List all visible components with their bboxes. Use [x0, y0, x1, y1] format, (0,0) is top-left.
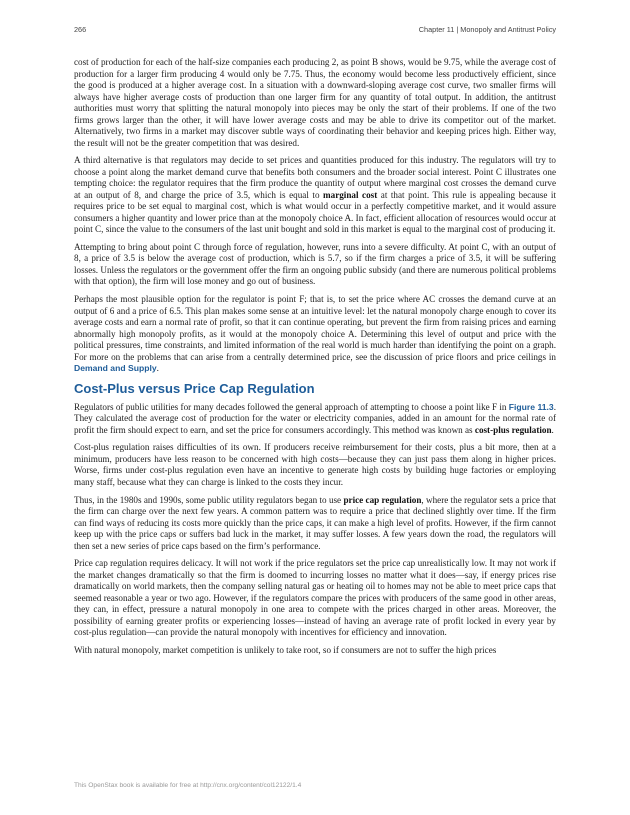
paragraph-5-text-end: .: [551, 424, 554, 435]
paragraph-4: [74, 294, 556, 375]
paragraph-2-text: A third alternative is that regulators may decide to set prices and quantities produced for this industry. The regulators will try to choose a point along the market demand curve that benefits both consumers and the broader social interest. Point C illustrates one tempting choice: the regulator requires that the firm produce the quantity of output where marginal cost crosses the demand curve at an output of 8, and charge the price of 3.5, which is equal to: [74, 155, 556, 200]
paragraph-7-text-end: , where the regulator sets a price that the firm can charge over the next few years. A common pattern was to require a price that declined slightly over time. If the firm can find ways of reducing its costs more quickly than the price caps, it can make a high level of profits. However, if the firm cannot keep up with the price caps or suffers bad luck in the market, it may suffer losses. A few years down the road, the regulators will then set a new series of price caps based on the firm’s performance.: [74, 494, 556, 551]
section-heading: Cost-Plus versus Price Cap Regulation: [74, 380, 315, 396]
figure-11-3-link[interactable]: Figure 11.3: [508, 401, 554, 412]
page-header: [74, 25, 556, 39]
paragraph-9: With natural monopoly, market competition is unlikely to take root, so if consumers are not to suffer the high prices: [74, 645, 497, 655]
paragraph-8: Price cap regulation requires delicacy. It will not work if the price regulators set the price cap unrealistically low. It may not work if the market changes dramatically so that the firm is doomed to incurring losses no matter what it does—say, if energy prices rise dramatically on world markets, then the company selling natural gas or heating oil to homes may not be able to meet price caps that seemed reasonable a year or two ago. However, if the regulators compare the prices with producers of the same good in other areas, they can, in effect, pressure a natural monopoly in one area to compete with the prices charged in other areas. Moreover, the possibility of earning greater profits or experiencing losses—instead of having an average rate of profit locked in every year by cost-plus regulation—can provide the natural monopoly with incentives for efficiency and innovation.: [74, 558, 556, 638]
paragraph-3: Attempting to bring about point C through force of regulation, however, runs into a severe difficulty. At point C, with an output of 8, a price of 3.5 is below the average cost of production, which is 5.7, so if the firm charges a price of 3.5, it will be suffering losses. Unless the regulators or the government offer the firm an ongoing public subsidy (and there are numerous political problems with that option), the firm will lose money and go out of business.: [74, 241, 556, 287]
paragraph-1: cost of production for each of the half-size companies each producing 2, as point B shows, would be 9.75, while the average cost of production for a larger firm producing 4 would only be 7.75. Thus, the economy would become less productively efficient, since the good is produced at a higher average cost. In a situation with a downward-sloping average cost curve, two smaller firms will always have higher average costs of production than one larger firm for any quantity of total output. In addition, the antitrust authorities must worry that splitting the natural monopoly into pieces may be only the start of their problems. If one of the two firms grows larger than the other, it will have lower average costs and may be able to drive its competitor out of the market. Alternatively, two firms in a market may discover subtle ways of coordinating their behavior and keeping prices high. Either way, the result will not be the greater competition that was desired.: [74, 57, 556, 148]
key-term-marginal-cost: marginal cost: [323, 189, 378, 200]
page-number: 266: [74, 25, 87, 34]
main-content: [74, 57, 556, 663]
paragraph-2: [74, 155, 556, 236]
paragraph-4-text-end: .: [156, 363, 159, 374]
chapter-title: Chapter 11 | Monopoly and Antitrust Policy: [418, 25, 556, 34]
demand-and-supply-link[interactable]: Demand and Supply: [74, 363, 157, 374]
key-term-price-cap-regulation: price cap regulation: [343, 494, 422, 505]
key-term-cost-plus-regulation: cost-plus regulation: [474, 424, 552, 435]
paragraph-7-text: Thus, in the 1980s and 1990s, some public utility regulators began to use: [74, 494, 344, 505]
paragraph-2-text-end: at that point. This rule is appealing because it requires price to be set equal to marginal cost, which is what would occur in a perfectly competitive market, and it would assure consumers a higher quantity and lower price than at the monopoly choice A. In fact, efficient allocation of resources would occur at point C, since the value to the consumers of the last unit bought and sold in this market is equal to the marginal cost of producing it.: [74, 189, 556, 235]
paragraph-4-text: Perhaps the most plausible option for the regulator is point F; that is, to set the price where AC crosses the demand curve at an output of 6 and a price of 6.5. This plan makes some sense at an intuitive level: let the natural monopoly charge enough to cover its average costs and earn a normal rate of profit, so that it can continue operating, but prevent the firm from raising prices and earning abnormally high monopoly profits, as it would at the monopoly choice A. Determining this level of output and price with the political pressures, time constraints, and limited information of the real world is much harder than identifying the point on a graph. For more on the problems that can arise from a centrally determined price, see the discussion of price floors and price ceilings in: [74, 294, 556, 362]
paragraph-6: Cost-plus regulation raises difficulties of its own. If producers receive reimbursement for their costs, plus a bit more, then at a minimum, producers have less reason to be concerned with high costs—because they can just pass them along in higher prices. Worse, firms under cost-plus regulation even have an incentive to generate high costs by building huge factories or employing many staff, because what they can charge is linked to the costs they incur.: [74, 442, 556, 487]
paragraph-7: [74, 495, 556, 553]
paragraph-5-text: Regulators of public utilities for many decades followed the general approach of attempting to choose a point like F in: [74, 401, 509, 412]
paragraph-5-text-middle: . They calculated the average cost of production for the water or electricity companies, added in an amount for the normal rate of profit the firm should expect to earn, and set the price for consumers accordingly. This method was known as: [74, 401, 556, 435]
page-footer: This OpenStax book is available for free at http://cnx.org/content/col12122/1.4: [74, 782, 302, 789]
paragraph-5: [74, 402, 556, 437]
